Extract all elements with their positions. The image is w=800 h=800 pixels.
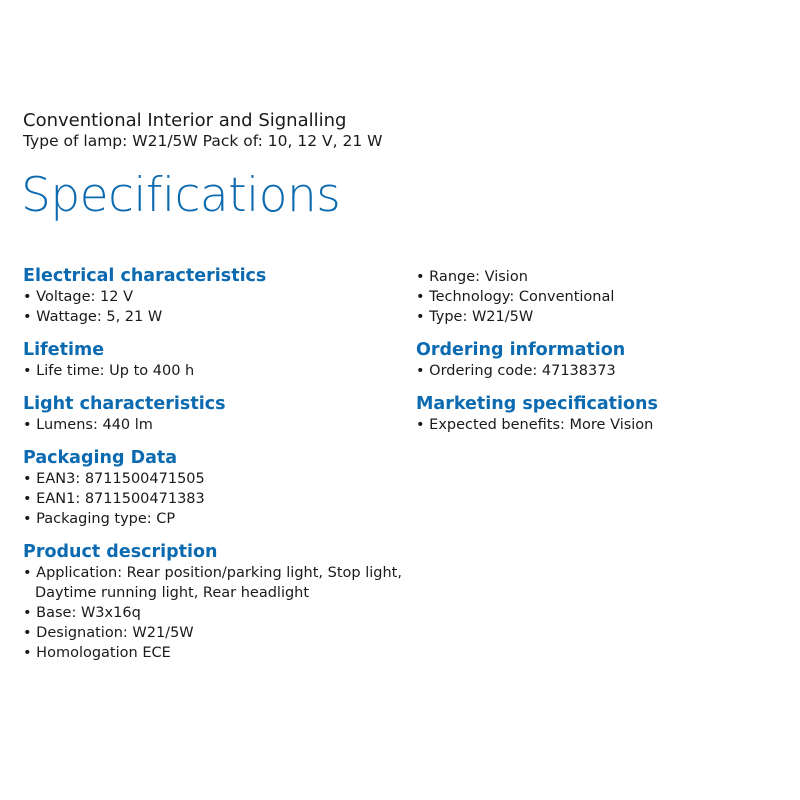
spec-item: • Wattage: 5, 21 W [23,307,403,327]
spec-item: • Life time: Up to 400 h [23,361,403,381]
spec-item: • Type: W21/5W [416,307,786,327]
spec-item: • Designation: W21/5W [23,623,403,643]
spec-list [23,287,403,327]
section-heading: Light characteristics [23,394,226,414]
left-column [23,265,403,675]
section-heading: Ordering information [416,340,626,360]
spec-list [23,361,403,381]
spec-item: • Packaging type: CP [23,509,403,529]
spec-item: • Technology: Conventional [416,287,786,307]
section-electrical [23,265,403,327]
section-light [23,393,403,435]
section-heading: Lifetime [23,340,105,360]
product-subtitle: Conventional Interior and Signalling [23,110,347,131]
spec-list [416,361,786,381]
spec-item: • Ordering code: 47138373 [416,361,786,381]
spec-item: • Range: Vision [416,267,786,287]
section-heading: Marketing specifications [416,394,658,414]
spec-item: • EAN3: 8711500471505 [23,469,403,489]
page-title: Specifications [21,168,341,223]
section-product-description [23,541,403,663]
spec-item: • EAN1: 8711500471383 [23,489,403,509]
section-lifetime [23,339,403,381]
section-packaging [23,447,403,529]
lamp-type-line: Type of lamp: W21/5W Pack of: 10, 12 V, 21 W [23,132,383,150]
spec-item: • Base: W3x16q [23,603,403,623]
spec-list [416,267,786,327]
spec-list [23,415,403,435]
spec-item: • Application: Rear position/parking light, Stop light, Daytime running light, Rear headlight [23,563,403,603]
section-heading: Packaging Data [23,448,178,468]
document-header [23,110,382,151]
section-ordering [416,339,786,381]
spec-list [23,469,403,529]
section-heading: Electrical characteristics [23,266,267,286]
section-product-continuation [416,267,786,327]
spec-item: • Voltage: 12 V [23,287,403,307]
section-heading: Product description [23,542,218,562]
spec-item: • Expected benefits: More Vision [416,415,786,435]
section-marketing [416,393,786,435]
right-column [416,267,786,447]
spec-list [23,563,403,663]
spec-item: • Lumens: 440 lm [23,415,403,435]
spec-item: • Homologation ECE [23,643,403,663]
spec-list [416,415,786,435]
